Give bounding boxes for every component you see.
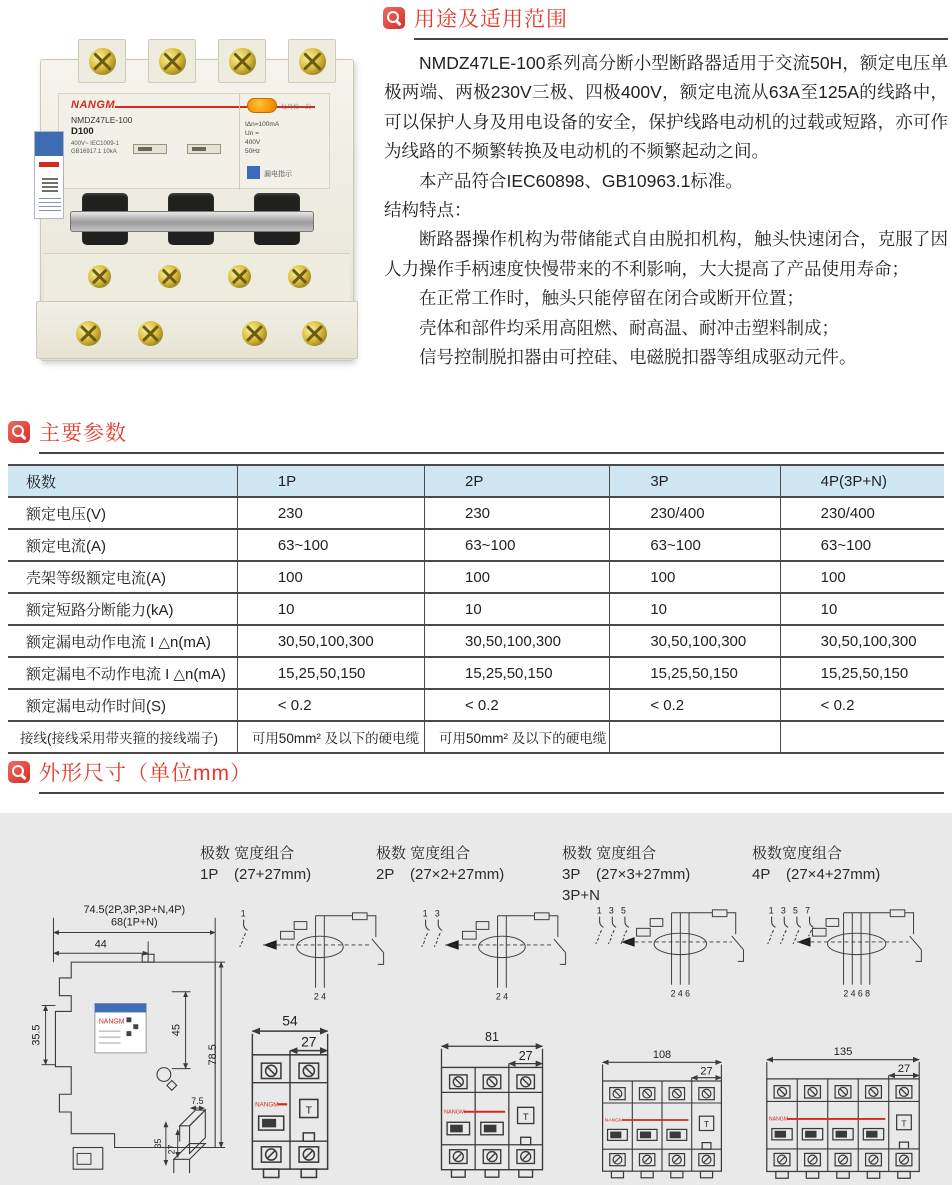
magnifier-icon xyxy=(8,761,30,783)
svg-text:NANGM: NANGM xyxy=(443,1109,465,1116)
svg-text:1 3 5: 1 3 5 xyxy=(596,905,629,916)
screw-icon xyxy=(158,265,181,288)
row-label: 接线(接线采用带夹箍的接线端子) xyxy=(8,721,237,753)
cell: < 0.2 xyxy=(425,689,610,721)
cell: 可用50mm² 及以下的硬电缆 xyxy=(425,721,610,753)
svg-text:45: 45 xyxy=(170,1024,183,1037)
combo-heading: 极数宽度组合 xyxy=(752,845,843,862)
cell: 63~100 xyxy=(780,529,944,561)
screw-icon xyxy=(228,265,251,288)
cell: 100 xyxy=(425,561,610,593)
pole-count: 1P xyxy=(200,866,219,883)
width-combo-label-4p xyxy=(752,843,880,885)
svg-text:NANGM: NANGM xyxy=(98,1018,125,1026)
svg-text:7.5: 7.5 xyxy=(191,1096,204,1107)
parameters-table xyxy=(8,464,944,754)
paragraph: 断路器操作机构为带储能式自由脱扣机构，触头快速闭合，克服了因人力操作手柄速度快慢带来的不利影响，大大提高了产品使用寿命； xyxy=(384,229,948,279)
svg-text:35.5: 35.5 xyxy=(30,1024,43,1046)
cell: 230 xyxy=(425,497,610,529)
cell: < 0.2 xyxy=(780,689,944,721)
width-formula: (27+27mm) xyxy=(234,866,312,883)
svg-text:NANGM: NANGM xyxy=(255,1101,279,1109)
svg-text:T: T xyxy=(305,1105,313,1117)
combo-heading: 极数 宽度组合 xyxy=(562,845,657,862)
cell: 100 xyxy=(610,561,780,593)
paragraph: 壳体和部件均采用高阻燃、耐高温、耐冲击塑料制成； xyxy=(419,317,839,338)
cell: 230/400 xyxy=(780,497,944,529)
svg-text:135: 135 xyxy=(833,1046,853,1059)
svg-text:1 3 5 7: 1 3 5 7 xyxy=(768,905,813,916)
width-combo-label-2p xyxy=(376,843,504,885)
screw-icon xyxy=(288,265,311,288)
leakage-indicator-label: 漏电指示 xyxy=(264,171,292,178)
pole-count: 4P xyxy=(752,866,771,883)
circuit-diagram-4p xyxy=(758,905,933,1002)
cell: 30,50,100,300 xyxy=(425,625,610,657)
table-row xyxy=(8,689,944,721)
brand-logo: NANGM xyxy=(71,99,116,111)
svg-text:54: 54 xyxy=(282,1013,298,1029)
svg-text:27: 27 xyxy=(166,1144,177,1155)
column-header: 3P xyxy=(610,465,780,497)
cell: 30,50,100,300 xyxy=(237,625,424,657)
row-label: 壳架等级额定电流(A) xyxy=(8,561,237,593)
terminal-block xyxy=(288,39,336,83)
cell xyxy=(610,721,780,753)
side-sticker xyxy=(34,131,64,219)
table-row xyxy=(8,593,944,625)
table-row xyxy=(8,625,944,657)
paragraph: 结构特点： xyxy=(384,200,472,221)
row-label: 额定漏电动作时间(S) xyxy=(8,689,237,721)
cell: 30,50,100,300 xyxy=(610,625,780,657)
svg-text:35: 35 xyxy=(152,1138,163,1149)
svg-text:NANGM: NANGM xyxy=(769,1116,788,1123)
width-formula: (27×2+27mm) xyxy=(410,866,505,883)
screw-icon xyxy=(88,265,111,288)
paragraph: NMDZ47LE-100系列高分断小型断路器适用于交流50H，额定电压单极两端、两极230V三极、四极400V，额定电流从63A至125A的线路中，可以保护人身及用电设备的安全，保护线路电动机的过载或短路，亦可作为线路的不频繁转换及电动机的不频繁起动之间。 xyxy=(384,53,948,162)
pole-count: 2P xyxy=(376,866,395,883)
table-row xyxy=(8,529,944,561)
screw-icon xyxy=(76,321,101,346)
magnifier-icon xyxy=(383,7,405,29)
front-view-3p xyxy=(596,1048,728,1182)
svg-text:2 4: 2 4 xyxy=(313,991,327,1002)
svg-text:1: 1 xyxy=(240,908,248,919)
row-label: 额定电压(V) xyxy=(8,497,237,529)
cell: < 0.2 xyxy=(237,689,424,721)
indicator-window xyxy=(187,144,221,154)
screw-icon xyxy=(159,48,186,75)
combo-heading: 极数 宽度组合 xyxy=(376,845,471,862)
cell: 230/400 xyxy=(610,497,780,529)
cell: 100 xyxy=(780,561,944,593)
width-formula: (27×3+27mm) xyxy=(596,866,691,883)
column-header: 1P xyxy=(237,465,424,497)
column-header: 2P xyxy=(425,465,610,497)
model-text: NMDZ47LE-100 xyxy=(71,115,133,125)
table-row xyxy=(8,721,944,753)
leakage-indicator-square xyxy=(247,166,260,179)
screw-icon xyxy=(138,321,163,346)
svg-text:27: 27 xyxy=(301,1033,317,1050)
cell: 30,50,100,300 xyxy=(780,625,944,657)
svg-text:78.5: 78.5 xyxy=(207,1044,220,1066)
divider xyxy=(39,452,944,454)
column-header: 极数 xyxy=(8,465,237,497)
terminal-block xyxy=(218,39,266,83)
rating-text: D100 xyxy=(71,126,94,137)
front-view-4p xyxy=(760,1045,926,1183)
section-dimensions xyxy=(8,757,944,794)
cell: 15,25,50,150 xyxy=(610,657,780,689)
svg-text:2 4: 2 4 xyxy=(495,991,509,1002)
screw-icon xyxy=(302,321,327,346)
row-label: 额定短路分断能力(kA) xyxy=(8,593,237,625)
indicator-window xyxy=(133,144,167,154)
circuit-diagram-3p xyxy=(586,905,761,1002)
spec-text: 400V~ IEC1009-1 GB16917.1 10kA xyxy=(71,141,119,155)
din-rail-detail xyxy=(153,1096,205,1173)
cell: 63~100 xyxy=(237,529,424,561)
table-header-row xyxy=(8,465,944,497)
table-row xyxy=(8,657,944,689)
combo-heading: 极数 宽度组合 xyxy=(200,845,295,862)
section-title: 用途及适用范围 xyxy=(414,8,568,31)
test-button xyxy=(247,98,277,113)
terminal-block xyxy=(78,39,126,83)
svg-text:27: 27 xyxy=(700,1065,713,1078)
svg-text:T: T xyxy=(704,1120,710,1130)
handle-tie-bar xyxy=(70,211,314,232)
row-label: 额定电流(A) xyxy=(8,529,237,561)
divider xyxy=(39,792,944,794)
svg-text:NANGM: NANGM xyxy=(604,1118,624,1124)
section-params xyxy=(8,417,944,754)
pole-count: 3P xyxy=(562,866,581,883)
row-label: 额定漏电动作电流 I △n(mA) xyxy=(8,625,237,657)
svg-text:68(1P+N): 68(1P+N) xyxy=(110,916,158,929)
cell: 10 xyxy=(237,593,424,625)
width-combo-label-1p xyxy=(200,843,311,885)
cell: 10 xyxy=(425,593,610,625)
svg-text:27: 27 xyxy=(897,1063,911,1076)
cell: 10 xyxy=(780,593,944,625)
qr-code xyxy=(42,176,58,192)
svg-text:2 4 6: 2 4 6 xyxy=(670,988,691,999)
cell: 可用50mm² 及以下的硬电缆 xyxy=(237,721,424,753)
paragraph: 信号控制脱扣器由可控硅、电磁脱扣器等组成驱动元件。 xyxy=(419,347,857,368)
svg-text:T: T xyxy=(901,1118,907,1129)
circuit-diagram-1p xyxy=(230,908,405,1005)
cell: 63~100 xyxy=(610,529,780,561)
svg-text:44: 44 xyxy=(94,938,107,951)
svg-text:74.5(2P,3P,3P+N,4P): 74.5(2P,3P,3P+N,4P) xyxy=(83,903,186,916)
cell: 100 xyxy=(237,561,424,593)
dimension-drawings-panel xyxy=(0,813,952,1185)
svg-text:T: T xyxy=(522,1111,529,1122)
section-usage xyxy=(383,3,948,372)
side-view-drawing xyxy=(16,901,228,1179)
front-view-2p xyxy=(434,1030,550,1182)
pole-count-extra: 3P+N xyxy=(562,887,600,904)
circuit-diagram-2p xyxy=(412,908,587,1005)
cell: < 0.2 xyxy=(610,689,780,721)
svg-text:81: 81 xyxy=(485,1030,499,1045)
section-title: 外形尺寸（单位mm） xyxy=(39,762,252,785)
column-header: 4P(3P+N) xyxy=(780,465,944,497)
screw-icon xyxy=(299,48,326,75)
front-view-1p xyxy=(244,1013,336,1183)
svg-text:1 3: 1 3 xyxy=(422,908,443,919)
cell: 15,25,50,150 xyxy=(780,657,944,689)
paragraph: 在正常工作时，触头只能停留在闭合或断开位置； xyxy=(419,288,804,309)
screw-icon xyxy=(229,48,256,75)
svg-text:108: 108 xyxy=(652,1048,672,1061)
terminal-block xyxy=(148,39,196,83)
paragraph: 本产品符合IEC60898、GB10963.1标准。 xyxy=(419,170,743,191)
cell: 15,25,50,150 xyxy=(425,657,610,689)
width-formula: (27×4+27mm) xyxy=(786,866,881,883)
press-monthly-label: 每月按一次 xyxy=(281,105,312,111)
cell xyxy=(780,721,944,753)
width-combo-label-3p xyxy=(562,843,690,906)
divider xyxy=(414,38,948,40)
screw-icon xyxy=(242,321,267,346)
cell: 230 xyxy=(237,497,424,529)
usage-text xyxy=(384,49,948,372)
cell: 10 xyxy=(610,593,780,625)
screw-icon xyxy=(89,48,116,75)
panel-divider xyxy=(239,94,240,190)
row-label: 额定漏电不动作电流 I △n(mA) xyxy=(8,657,237,689)
product-photo xyxy=(30,35,370,387)
section-title: 主要参数 xyxy=(39,422,127,445)
svg-text:2 4 6 8: 2 4 6 8 xyxy=(843,988,871,999)
table-row xyxy=(8,561,944,593)
cell: 15,25,50,150 xyxy=(237,657,424,689)
table-row xyxy=(8,497,944,529)
svg-text:27: 27 xyxy=(518,1048,533,1063)
magnifier-icon xyxy=(8,421,30,443)
front-label-panel: NANGM NMDZ47LE-100 D100 400V~ IEC1009-1 GB16917.1 10kA 每月按一次 IΔn=100mA Un = 400V 50Hz 漏电指示 xyxy=(58,93,330,189)
cell: 63~100 xyxy=(425,529,610,561)
